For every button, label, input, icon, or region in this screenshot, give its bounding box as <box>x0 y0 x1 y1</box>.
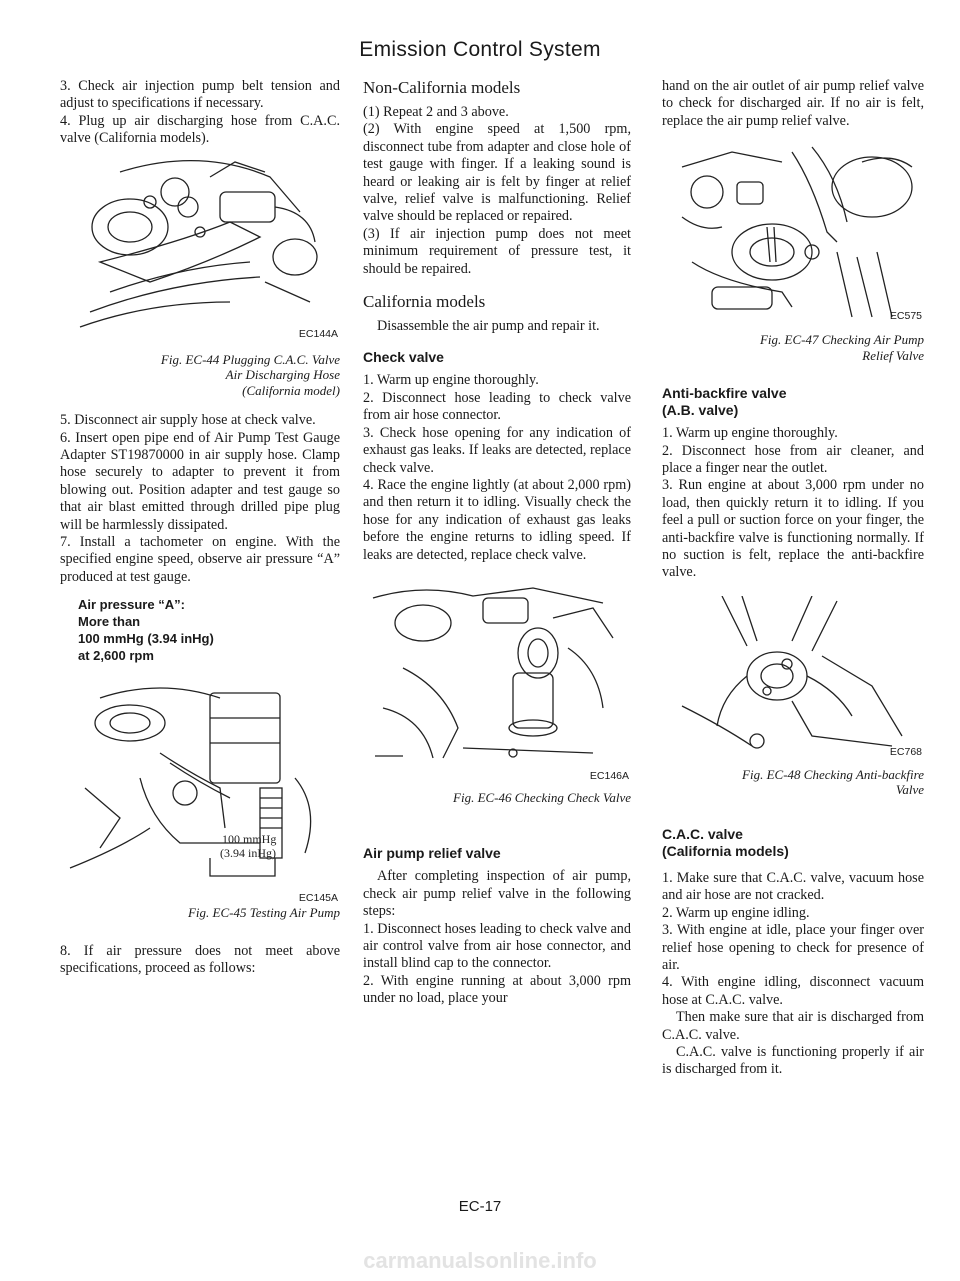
step-7: 7. Install a tachometer on engine. With the specified engine speed, observe air pressure “A” produced at test gauge. <box>60 533 340 585</box>
nc-step-3: (3) If air injection pump does not meet minimum requirement of pressure test, it should be repaired. <box>363 225 631 277</box>
cac-step-1: 1. Make sure that C.A.C. valve, vacuum hose and air hose are not cracked. <box>662 869 924 904</box>
check-valve-illustration <box>363 578 631 768</box>
heading-cac-valve: C.A.C. valve (California models) <box>662 825 789 859</box>
anti-backfire-illustration <box>662 596 924 761</box>
cac-step-2: 2. Warm up engine idling. <box>662 904 810 921</box>
heading-california: California models <box>363 292 486 312</box>
figure-caption-ec45: Fig. EC-45 Testing Air Pump <box>187 905 340 921</box>
step-5: 5. Disconnect air supply hose at check valve. <box>60 412 316 429</box>
cv-step-4: 4. Race the engine lightly (at about 2,000 rpm) and then return it to idling. Visually check the hose for any indication of exhaust gas leaks before the engine returns to idling speed. If leaks are detected, replace check valve. <box>363 476 631 563</box>
step-4: 4. Plug up air discharging hose from C.A.C. valve (California models). <box>60 112 340 147</box>
figure-code: EC144A <box>298 327 338 340</box>
column-right <box>662 78 924 1079</box>
figure-code: EC146A <box>589 769 629 782</box>
figure-ec48 <box>662 596 924 761</box>
rv-intro: After completing inspection of air pump, check air pump relief valve in the following steps: <box>363 868 631 920</box>
relief-valve-illustration <box>662 142 924 322</box>
gauge-test-illustration <box>60 678 340 883</box>
page-title: Emission Control System <box>359 38 601 61</box>
step-8: 8. If air pressure does not meet above specifications, proceed as follows: <box>60 942 340 977</box>
watermark: carmanualsonline.info <box>363 1248 597 1273</box>
figure-caption-ec47: Fig. EC-47 Checking Air Pump Relief Valve <box>759 332 924 363</box>
air-pressure-spec: Air pressure “A”: More than 100 mmHg (3.94 inHg) at 2,600 rpm <box>78 597 214 664</box>
heading-check-valve: Check valve <box>363 349 444 366</box>
heading-non-california: Non-California models <box>363 78 521 97</box>
figure-code: EC575 <box>889 310 922 323</box>
cac-step-6: C.A.C. valve is functioning properly if air is discharged from it. <box>662 1043 924 1078</box>
ab-step-1: 1. Warm up engine thoroughly. <box>662 425 838 442</box>
gauge-label-mmhg: 100 mmHg <box>222 832 277 847</box>
gauge-label-inhg: (3.94 inHg) <box>220 846 276 861</box>
engine-illustration-ec44 <box>60 152 340 334</box>
cv-step-1: 1. Warm up engine thoroughly. <box>363 372 539 389</box>
figure-code: EC145A <box>298 892 338 905</box>
cal-step: Disassemble the air pump and repair it. <box>377 318 600 335</box>
figure-caption-ec48: Fig. EC-48 Checking Anti-backfire Valve <box>742 766 924 798</box>
cac-step-5: Then make sure that air is discharged from C.A.C. valve. <box>662 1009 924 1043</box>
page-number: EC-17 <box>458 1198 502 1215</box>
figure-ec47 <box>662 142 924 322</box>
step-3: 3. Check air injection pump belt tension and adjust to specifications if necessary. <box>60 78 340 112</box>
column-middle <box>363 78 631 1008</box>
figure-caption-ec44: Fig. EC-44 Plugging C.A.C. Valve Air Discharging Hose (California model) <box>160 351 340 398</box>
figure-caption-ec46: Fig. EC-46 Checking Check Valve <box>453 789 631 805</box>
figure-ec46 <box>363 578 631 782</box>
column-left <box>60 78 340 978</box>
heading-air-pump-relief-valve: Air pump relief valve <box>363 845 501 862</box>
figure-ec45 <box>60 678 340 905</box>
figure-code: EC768 <box>889 745 922 758</box>
nc-step-1: (1) Repeat 2 and 3 above. <box>363 104 509 120</box>
ab-step-3: 3. Run engine at about 3,000 rpm under no load, then quickly return it to idling. If you feel a pull or suction force on your finger, the anti-backfire valve is functioning normally. If no suction is felt, replace the anti-backfire valve. <box>662 477 924 581</box>
rv-step-2: 2. With engine running at about 3,000 rpm under no load, place your <box>363 972 631 1007</box>
rv-step-2-continued: hand on the air outlet of air pump relief valve to check for discharged air. If no air is felt, replace the air pump relief valve. <box>662 78 924 129</box>
cac-step-4: 4. With engine idling, disconnect vacuum hose at C.A.C. valve. <box>662 974 924 1008</box>
step-6: 6. Insert open pipe end of Air Pump Test Gauge Adapter ST19870000 in air supply hose. Clamp hose securely to adapter to prevent it from blowing out. Position adapter and test gauge so that air blast emitted through drilled pipe plug will be harmlessly dissipated. <box>60 429 340 533</box>
figure-ec44 <box>60 152 340 340</box>
ab-step-2: 2. Disconnect hose from air cleaner, and place a finger near the outlet. <box>662 442 924 477</box>
cv-step-2: 2. Disconnect hose leading to check valve from air hose connector. <box>363 389 631 424</box>
heading-anti-backfire-valve: Anti-backfire valve (A.B. valve) <box>662 385 787 419</box>
rv-step-1: 1. Disconnect hoses leading to check valve and air control valve from air hose connector, and install blind cap to the connector. <box>363 920 631 972</box>
cac-step-3: 3. With engine at idle, place your finger over relief hose opening to check for presence of air. <box>662 922 924 973</box>
cv-step-3: 3. Check hose opening for any indication of exhaust gas leaks. If leaks are detected, replace check valve. <box>363 424 631 476</box>
nc-step-2: (2) With engine speed at 1,500 rpm, disconnect tube from adapter and close hole of test gauge with finger. If a leaking sound is heard or leaking air is felt by finger at relief valve, relief valve is malfunctioning. Relief valve should be replaced or repaired. <box>363 121 631 225</box>
